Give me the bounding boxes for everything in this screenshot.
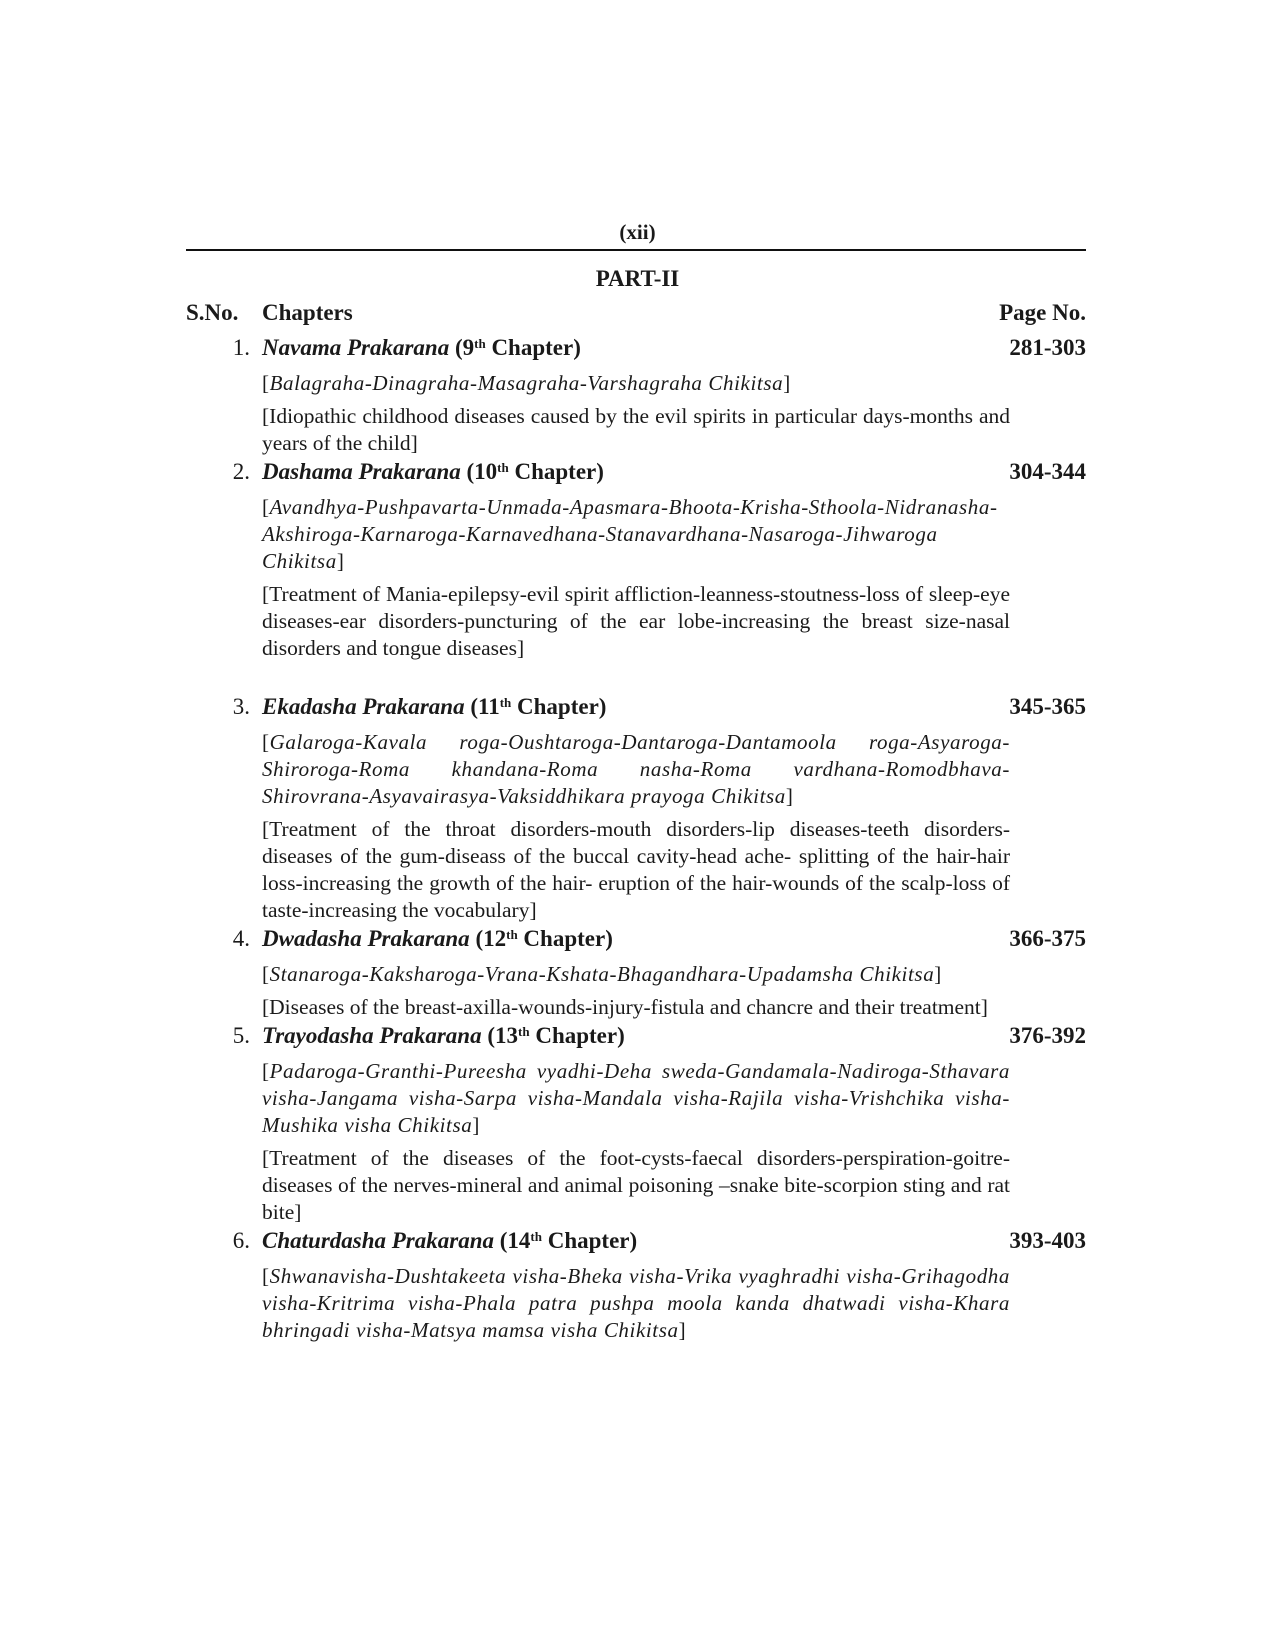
chapter-title-row [186, 926, 1086, 956]
page-folio: (xii) [619, 220, 656, 244]
chapters-header: Chapters [262, 300, 353, 325]
chapter-number-close: Chapter) [541, 1228, 638, 1253]
ordinal-suffix: th [499, 695, 512, 710]
sanskrit-subtitle: [Balagraha-Dinagraha-Masagraha-Varshagraha Chikitsa] [262, 371, 791, 395]
section-gap [186, 662, 1086, 692]
table-of-contents [186, 300, 1086, 1344]
chapter-name: Navama Prakarana [262, 335, 450, 360]
toc-entry [186, 335, 1086, 457]
sanskrit-text: Avandhya-Pushpavarta-Unmada-Apasmara-Bhoota-Krisha-Sthoola-Nidranasha-Akshiroga-Karnaroga-Karnavedhana-Stanavardhana-Nasaroga-Jihwaroga Chikitsa [262, 495, 998, 573]
ordinal-suffix: th [530, 1229, 542, 1244]
sanskrit-subtitle: [Shwanavisha-Dushtakeeta visha-Bheka visha-Vrika vyaghradhi visha-Grihagodha visha-Kritrima visha-Phala patra pushpa moola kanda dhatwadi visha-Khara bhringadi visha-Matsya mamsa visha Chikitsa] [262, 1264, 1010, 1342]
sanskrit-text: Stanaroga-Kaksharoga-Vrana-Kshata-Bhagandhara-Upadamsha Chikitsa [269, 962, 935, 986]
chapter-number-open: (13 [481, 1023, 519, 1048]
chapter-title-row [186, 335, 1086, 365]
chapter-number-open: (10 [460, 459, 498, 484]
sanskrit-text: Galaroga-Kavala roga-Oushtaroga-Dantaroga-Dantamoola roga-Asyaroga-Shiroroga-Roma khandana-Roma nasha-Roma vardhana-Romodbhava-Shirovrana-Asyavairasya-Vaksiddhikara prayoga Chikitsa [262, 730, 1010, 808]
entry-number: 5. [232, 1023, 250, 1048]
chapter-number-close: Chapter) [517, 926, 613, 951]
chapter-title [262, 335, 581, 361]
page-range: 393-403 [1009, 1228, 1086, 1253]
chapter-title-row [186, 459, 1086, 489]
chapter-title [262, 1023, 625, 1049]
toc-entry [186, 1023, 1086, 1226]
entry-number: 6. [232, 1228, 250, 1253]
toc-entry [186, 1228, 1086, 1344]
chapter-number-open: (14 [494, 1228, 531, 1253]
sanskrit-subtitle: [Padaroga-Granthi-Pureesha vyadhi-Deha sweda-Gandamala-Nadiroga-Sthavara visha-Jangama visha-Sarpa visha-Mandala visha-Rajila visha-Vrishchika visha-Mushika visha Chikitsa] [262, 1059, 1010, 1137]
english-description: [Idiopathic childhood diseases caused by the evil spirits in particular days-months and years of the child] [262, 404, 1010, 455]
chapter-number-open: (9 [449, 335, 475, 360]
chapter-title [262, 1228, 637, 1254]
chapter-title [262, 926, 613, 952]
chapter-name: Ekadasha Prakarana [262, 694, 465, 719]
sanskrit-text: Shwanavisha-Dushtakeeta visha-Bheka visha-Vrika vyaghradhi visha-Grihagodha visha-Kritrima visha-Phala patra pushpa moola kanda dhatwadi visha-Khara bhringadi visha-Matsya mamsa visha Chikitsa [262, 1264, 1010, 1342]
ordinal-suffix: th [497, 460, 509, 475]
ordinal-suffix: th [474, 336, 486, 351]
chapter-title-row [186, 1023, 1086, 1053]
entry-number: 4. [232, 926, 250, 951]
sanskrit-subtitle: [Stanaroga-Kaksharoga-Vrana-Kshata-Bhagandhara-Upadamsha Chikitsa] [262, 962, 942, 986]
chapter-name: Trayodasha Prakarana [262, 1023, 482, 1048]
header-rule [186, 249, 1086, 251]
chapter-number-close: Chapter) [529, 1023, 625, 1048]
entry-number: 2. [232, 459, 250, 484]
toc-entry [186, 926, 1086, 1021]
chapter-title [262, 459, 604, 485]
english-description: [Diseases of the breast-axilla-wounds-injury-fistula and chancre and their treatment] [262, 995, 988, 1019]
chapter-title-row [186, 1228, 1086, 1258]
ordinal-suffix: th [518, 1024, 530, 1039]
chapter-title [262, 694, 606, 720]
part-title: PART-II [595, 266, 680, 291]
entry-number: 3. [232, 694, 250, 719]
english-description: [Treatment of Mania-epilepsy-evil spirit affliction-leanness-stoutness-loss of sleep-eye diseases-ear disorders-puncturing of the ear lobe-increasing the breast size-nasal disorders and tongue diseases] [262, 582, 1010, 660]
toc-entry [186, 459, 1086, 662]
toc-header-row [186, 300, 1086, 333]
page-range: 376-392 [1009, 1023, 1086, 1048]
chapter-name: Dashama Prakarana [262, 459, 461, 484]
chapter-number-close: Chapter) [511, 694, 607, 719]
page-range: 281-303 [1009, 335, 1086, 360]
english-description: [Treatment of the throat disorders-mouth disorders-lip diseases-teeth disorders-diseases of the gum-diseass of the buccal cavity-head ache- splitting of the hair-hair loss-increasing the growth of the hair- eruption of the hair-wounds of the scalp-loss of taste-increasing the vocabulary] [262, 817, 1010, 922]
chapter-name: Dwadasha Prakarana [262, 926, 470, 951]
page-range: 366-375 [1009, 926, 1086, 951]
chapter-number-open: (11 [464, 694, 500, 719]
sanskrit-text: Balagraha-Dinagraha-Masagraha-Varshagraha Chikitsa [269, 371, 784, 395]
chapter-title-row [186, 694, 1086, 724]
sanskrit-subtitle: [Galaroga-Kavala roga-Oushtaroga-Dantaroga-Dantamoola roga-Asyaroga-Shiroroga-Roma khandana-Roma nasha-Roma vardhana-Romodbhava-Shirovrana-Asyavairasya-Vaksiddhikara prayoga Chikitsa] [262, 730, 1010, 808]
sanskrit-text: Padaroga-Granthi-Pureesha vyadhi-Deha sweda-Gandamala-Nadiroga-Sthavara visha-Jangama visha-Sarpa visha-Mandala visha-Rajila visha-Vrishchika visha-Mushika visha Chikitsa [262, 1059, 1010, 1137]
sanskrit-subtitle: [Avandhya-Pushpavarta-Unmada-Apasmara-Bhoota-Krisha-Sthoola-Nidranasha-Akshiroga-Karnaroga-Karnavedhana-Stanavardhana-Nasaroga-Jihwaroga Chikitsa] [262, 495, 998, 573]
sno-header: S.No. [186, 300, 239, 325]
toc-entry [186, 694, 1086, 924]
chapter-number-close: Chapter) [508, 459, 604, 484]
page-range: 345-365 [1009, 694, 1086, 719]
chapter-number-open: (12 [469, 926, 507, 951]
english-description: [Treatment of the diseases of the foot-cysts-faecal disorders-perspiration-goitre-diseases of the nerves-mineral and animal poisoning –snake bite-scorpion sting and rat bite] [262, 1146, 1010, 1224]
ordinal-suffix: th [506, 927, 518, 942]
entry-number: 1. [232, 335, 250, 360]
page-no-header: Page No. [999, 300, 1086, 325]
page-range: 304-344 [1009, 459, 1086, 484]
chapter-number-close: Chapter) [485, 335, 581, 360]
chapter-name: Chaturdasha Prakarana [262, 1228, 494, 1253]
